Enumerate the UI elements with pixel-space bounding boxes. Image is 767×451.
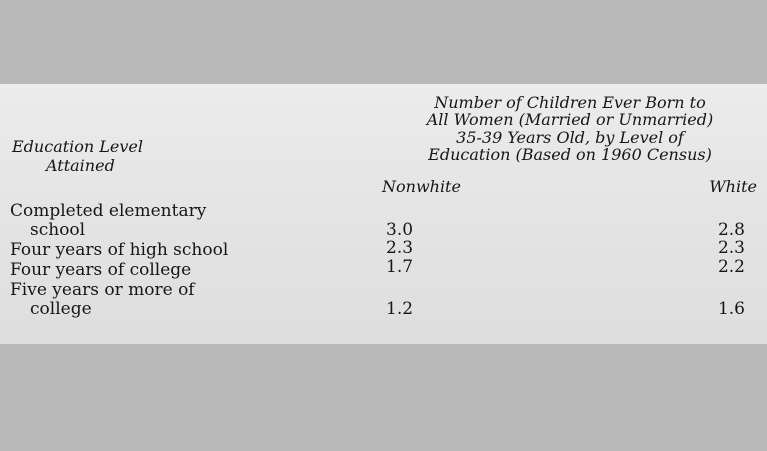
table-row-label bbox=[10, 241, 228, 260]
cell-white: 2.2 bbox=[717, 257, 745, 277]
row-label-line1: Five years or more of bbox=[10, 280, 195, 300]
column-title-line: All Women (Married or Unmarried) bbox=[426, 110, 714, 130]
row-label-line2: college bbox=[30, 299, 92, 319]
row-label-line1: Four years of college bbox=[10, 260, 192, 280]
table-row-label bbox=[10, 261, 191, 280]
row-label-line1: Completed elementary bbox=[10, 201, 207, 221]
cell-white: 2.3 bbox=[717, 238, 745, 258]
row-label-line2: school bbox=[30, 220, 86, 240]
cell-nonwhite: 3.0 bbox=[386, 220, 414, 240]
column-title-line: 35-39 Years Old, by Level of bbox=[456, 127, 684, 147]
column-header-nonwhite: Nonwhite bbox=[382, 177, 461, 196]
column-title-line: Number of Children Ever Born to bbox=[434, 93, 706, 112]
document-page bbox=[0, 84, 767, 344]
column-title-line: Education (Based on 1960 Census) bbox=[428, 145, 712, 165]
table-row-label bbox=[10, 281, 195, 319]
cell-nonwhite: 1.2 bbox=[386, 299, 414, 319]
row-header-line2: Attained bbox=[46, 156, 115, 175]
column-title bbox=[380, 94, 760, 164]
cell-white: 2.8 bbox=[717, 220, 745, 240]
row-label-line1: Four years of high school bbox=[10, 240, 229, 260]
cell-white: 1.6 bbox=[717, 299, 745, 319]
table-row-label bbox=[10, 202, 206, 240]
cell-nonwhite: 2.3 bbox=[386, 238, 414, 258]
column-header-white: White bbox=[709, 177, 757, 196]
cell-nonwhite: 1.7 bbox=[386, 257, 414, 277]
row-header-line1: Education Level bbox=[12, 137, 144, 156]
